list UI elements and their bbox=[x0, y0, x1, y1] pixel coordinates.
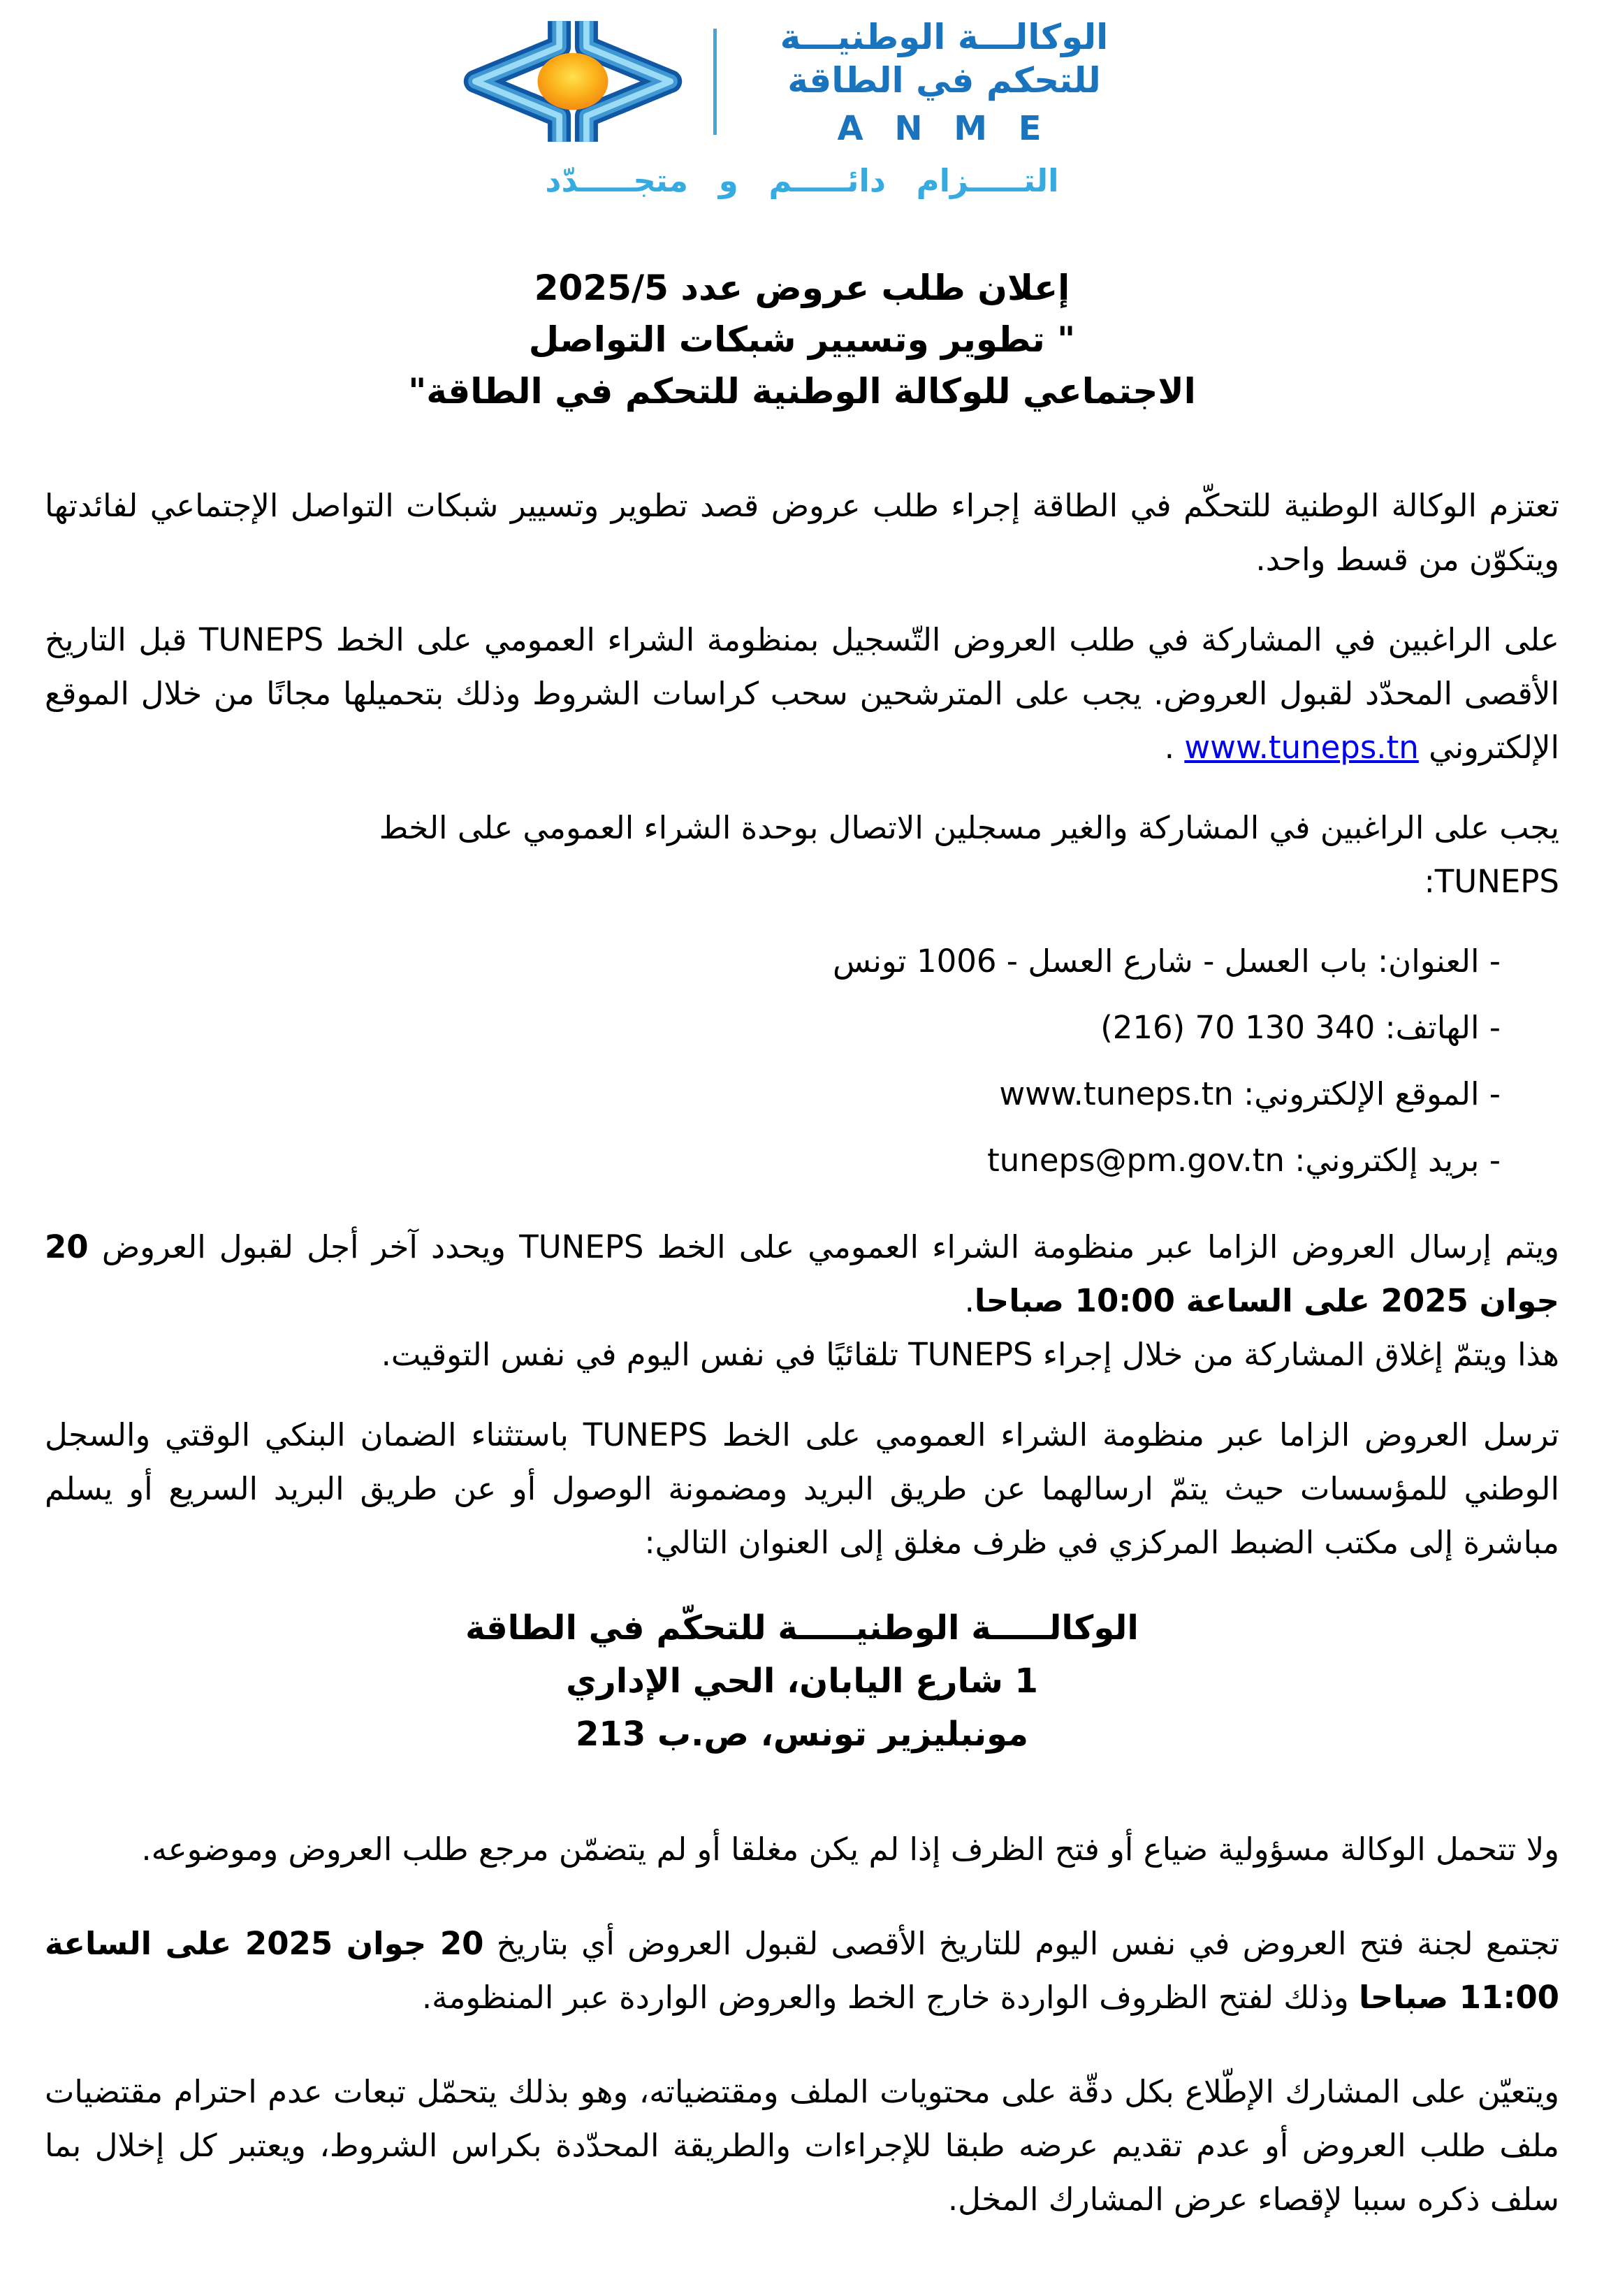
contact-list bbox=[45, 928, 1559, 1193]
title-line-3: الاجتماعي للوكالة الوطنية للتحكم في الطاقة" bbox=[408, 371, 1196, 412]
paragraph-liability: ولا تتحمل الوكالة مسؤولية ضياع أو فتح الظرف إذا لم يكن مغلقا أو لم يتضمّن مرجع طلب العروض وموضوعه. bbox=[141, 1831, 1559, 1868]
paragraph-auto-close: هذا ويتمّ إغلاق المشاركة من خلال إجراء TUNEPS تلقائيًا في نفس اليوم في نفس التوقيت. bbox=[381, 1336, 1559, 1373]
paragraph-opening-committee bbox=[45, 1917, 1559, 2024]
logo-divider bbox=[713, 29, 717, 135]
contact-email-label: - بريد إلكتروني: bbox=[1295, 1142, 1501, 1179]
paragraph-sending-rules: ترسل العروض الزاما عبر منظومة الشراء العمومي على الخط TUNEPS باستثناء الضمان البنكي الوقتي والسجل الوطني للمؤسسات حيث يتمّ ارسالهما عن طريق البريد ومضمونة الوصول أو عن طريق البريد السريع أو يسلم مباشرة إلى مكتب الضبط المركزي في ظرف مغلق إلى العنوان التالي: bbox=[45, 1416, 1559, 1561]
contact-phone-label: - الهاتف: bbox=[1385, 1009, 1501, 1046]
logo-acronym: A N M E bbox=[837, 109, 1051, 148]
paragraph-contact-intro bbox=[45, 801, 1559, 908]
paragraph-submission-deadline bbox=[45, 1220, 1559, 1328]
title-line-2: " تطوير وتسيير شبكات التواصل bbox=[528, 319, 1076, 360]
registration-period: . bbox=[1164, 729, 1175, 766]
logo-name-line1: الوكالـــة الوطنيـــة bbox=[780, 17, 1109, 57]
contact-website-label: - الموقع الإلكتروني: bbox=[1244, 1075, 1501, 1112]
agency-address-line1: الوكالـــــة الوطنيـــــة للتحكّم في الطاقة bbox=[465, 1608, 1139, 1648]
logo-name-line2: للتحكم في الطاقة bbox=[787, 60, 1101, 101]
registration-text: على الراغبين في المشاركة في طلب العروض التّسجيل بمنظومة الشراء العمومي على الخط TUNEPS قبل التاريخ الأقصى المحدّد لقبول العروض. يجب على المترشحين سحب كراسات الشروط وذلك بتحميلها مجانًا من خلال الموقع الإلكتروني bbox=[45, 621, 1560, 766]
contact-address-label: - العنوان: bbox=[1377, 943, 1501, 980]
agency-address-line3: مونبليزير تونس، ص.ب 213 bbox=[576, 1715, 1028, 1754]
anme-diamond-emblem-icon bbox=[458, 11, 688, 152]
contact-intro-text: يجب على الراغبين في المشاركة والغير مسجلين الاتصال بوحدة الشراء العمومي على الخط bbox=[379, 809, 1559, 846]
contact-address-value: باب العسل - شارع العسل - 1006 تونس bbox=[832, 943, 1368, 980]
deadline-10am: 20 جوان 2025 على الساعة 10:00 صباحا bbox=[45, 1228, 1559, 1319]
contact-item-email bbox=[45, 1127, 1501, 1193]
opening-text-end: وذلك لفتح الظروف الواردة خارج الخط والعروض الواردة عبر المنظومة. bbox=[421, 1979, 1349, 2016]
opening-text: تجتمع لجنة فتح العروض في نفس اليوم للتاريخ الأقصى لقبول العروض أي بتاريخ bbox=[496, 1925, 1559, 1962]
title-line-1: إعلان طلب عروض عدد 2025/5 bbox=[534, 268, 1070, 308]
logo-tagline: التـــــزام دائـــــم و متجـــــدّد bbox=[545, 162, 1059, 199]
contact-phone-value: (216) 70 130 340 bbox=[1100, 1009, 1376, 1046]
contact-intro-tuneps: TUNEPS: bbox=[1424, 863, 1559, 900]
paragraph-registration bbox=[45, 613, 1559, 774]
submission-period: . bbox=[964, 1282, 975, 1319]
contact-item-phone bbox=[45, 994, 1501, 1061]
anme-logo bbox=[0, 0, 1604, 199]
contact-item-website bbox=[45, 1061, 1501, 1127]
submission-text: ويتم إرسال العروض الزاما عبر منظومة الشراء العمومي على الخط TUNEPS ويحدد آخر أجل لقبول العروض bbox=[101, 1228, 1559, 1265]
paragraph-participant-obligations: ويتعيّن على المشارك الإطّلاع بكل دقّة على محتويات الملف ومقتضياته، وهو بذلك يتحمّل تبعات عدم احترام مقتضيات ملف طلب العروض أو عدم تقديم عرضه طبقا للإجراءات والطريقة المحدّدة بكراس الشروط، ويعتبر كل إخلال بما سلف ذكره سببا لإقصاء عرض المشارك المخل. bbox=[45, 2073, 1559, 2218]
agency-address-block bbox=[45, 1601, 1559, 1761]
agency-address-line2: 1 شارع اليابان، الحي الإداري bbox=[566, 1662, 1038, 1701]
deadline-11am: 20 جوان 2025 على الساعة 11:00 صباحا bbox=[45, 1925, 1559, 2016]
contact-item-address bbox=[45, 928, 1501, 994]
contact-email-value: tuneps@pm.gov.tn bbox=[987, 1142, 1285, 1179]
tuneps-link[interactable]: www.tuneps.tn bbox=[1184, 729, 1419, 766]
paragraph-intent: تعتزم الوكالة الوطنية للتحكّم في الطاقة إجراء طلب عروض قصد تطوير وتسيير شبكات التواصل الإجتماعي لفائدتها ويتكوّن من قسط واحد. bbox=[45, 487, 1559, 578]
contact-website-value: www.tuneps.tn bbox=[999, 1075, 1234, 1112]
announcement-title bbox=[45, 262, 1559, 417]
